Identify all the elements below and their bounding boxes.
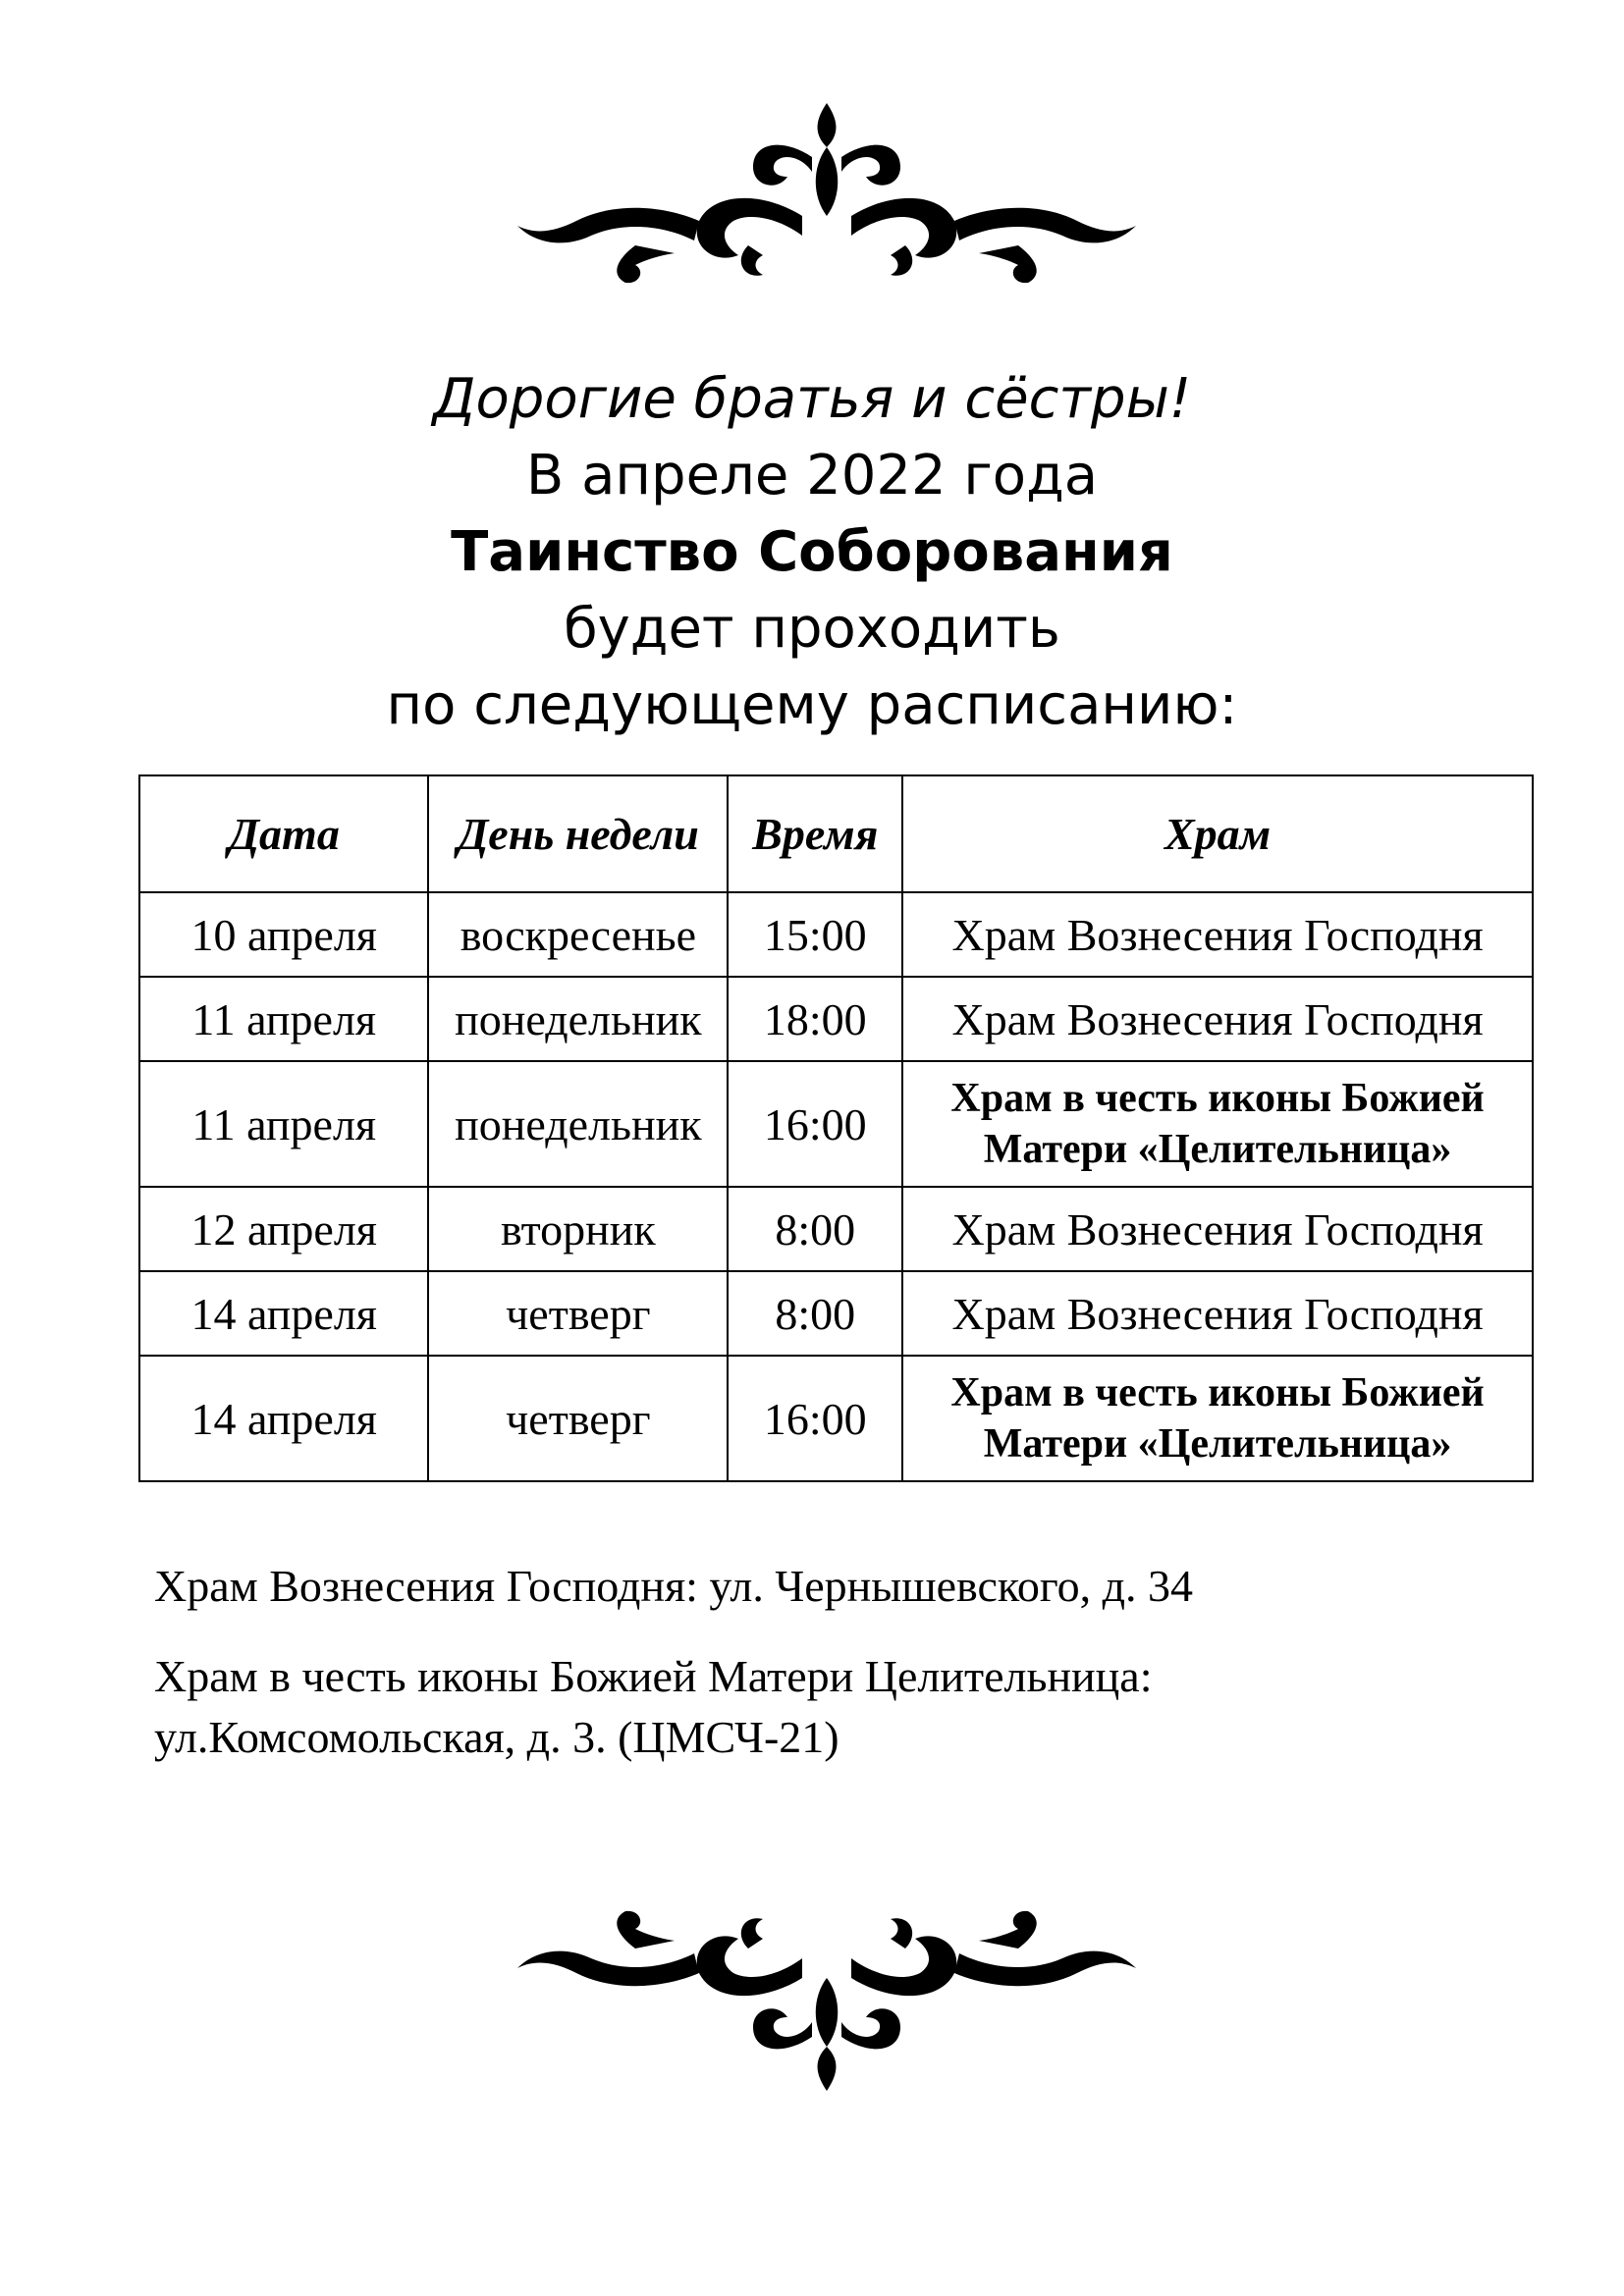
row-temple — [902, 1356, 1533, 1481]
row-weekday: понедельник — [428, 977, 728, 1061]
address-ascension-temple: Храм Вознесения Господня: ул. Чернышевского, д. 34 — [154, 1561, 1194, 1611]
table-row — [139, 1271, 1533, 1356]
table-row — [139, 1061, 1533, 1187]
row-temple: Храм Вознесения Господня — [902, 892, 1533, 977]
table-row — [139, 892, 1533, 977]
address-line: Храм в честь иконы Божией Матери Целительница: — [154, 1651, 1153, 1701]
bottom-flourish-ornament — [517, 1909, 1136, 2096]
will-be-held-line: будет проходить — [564, 597, 1060, 661]
row-date: 12 апреля — [139, 1187, 428, 1271]
row-weekday: четверг — [428, 1271, 728, 1356]
row-date: 14 апреля — [139, 1271, 428, 1356]
row-date: 11 апреля — [139, 977, 428, 1061]
row-temple: Храм Вознесения Господня — [902, 977, 1533, 1061]
table-header-row — [139, 775, 1533, 892]
schedule-intro-line: по следующему расписанию: — [386, 673, 1238, 737]
greeting-line: Дорогие братья и сёстры! — [432, 367, 1192, 431]
row-time: 15:00 — [728, 892, 902, 977]
top-flourish-ornament — [517, 98, 1136, 285]
month-year-line: В апреле 2022 года — [525, 444, 1099, 507]
row-time: 16:00 — [728, 1061, 902, 1187]
temple-addresses — [154, 1556, 1509, 1797]
row-time: 18:00 — [728, 977, 902, 1061]
temple-name-line: Матери «Целительница» — [983, 1127, 1452, 1172]
row-temple: Храм Вознесения Господня — [902, 1187, 1533, 1271]
temple-name-line: Матери «Целительница» — [983, 1421, 1452, 1467]
sacrament-title: Таинство Соборования — [451, 520, 1173, 584]
header-time: Время — [728, 775, 902, 892]
row-temple — [902, 1061, 1533, 1187]
row-time: 8:00 — [728, 1187, 902, 1271]
table-row — [139, 1187, 1533, 1271]
table-row — [139, 977, 1533, 1061]
row-temple: Храм Вознесения Господня — [902, 1271, 1533, 1356]
table-row — [139, 1356, 1533, 1481]
header-weekday: День недели — [428, 775, 728, 892]
row-weekday: вторник — [428, 1187, 728, 1271]
address-line: ул.Комсомольская, д. 3. (ЦМСЧ-21) — [154, 1712, 839, 1762]
announcement-heading — [0, 361, 1624, 744]
row-date: 10 апреля — [139, 892, 428, 977]
header-temple: Храм — [902, 775, 1533, 892]
row-weekday: понедельник — [428, 1061, 728, 1187]
row-weekday: воскресенье — [428, 892, 728, 977]
row-date: 11 апреля — [139, 1061, 428, 1187]
row-weekday: четверг — [428, 1356, 728, 1481]
header-date: Дата — [139, 775, 428, 892]
temple-name-line: Храм в честь иконы Божией — [950, 1370, 1485, 1415]
temple-name-line: Храм в честь иконы Божией — [950, 1076, 1485, 1121]
schedule-table — [138, 774, 1534, 1482]
address-healer-icon-temple — [154, 1646, 1509, 1768]
row-time: 8:00 — [728, 1271, 902, 1356]
row-date: 14 апреля — [139, 1356, 428, 1481]
row-time: 16:00 — [728, 1356, 902, 1481]
